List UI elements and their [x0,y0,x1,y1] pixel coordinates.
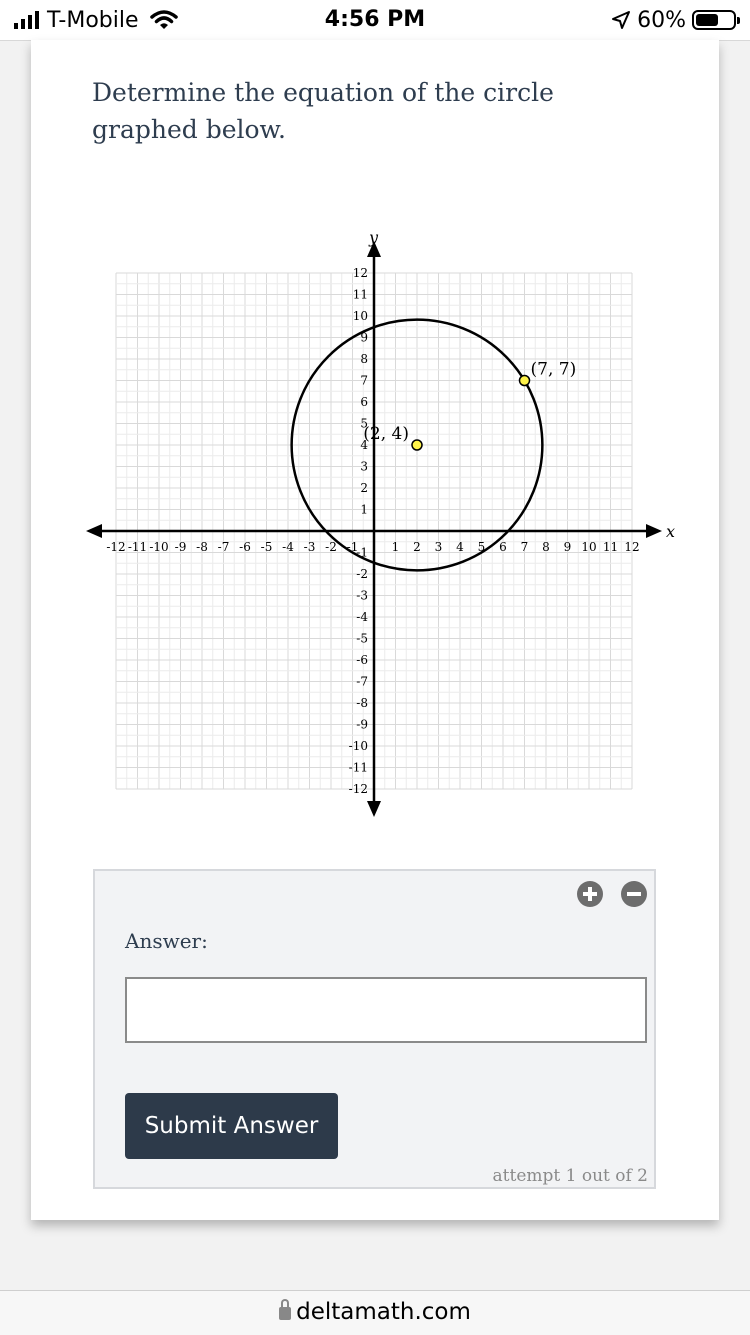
x-tick-label: 8 [542,540,550,554]
x-axis-label: x [666,522,676,541]
battery-level [696,14,718,26]
point-label: (7, 7) [530,359,577,380]
y-tick-label: 5 [360,416,368,431]
status-time: 4:56 PM [324,7,426,32]
battery-icon [692,10,736,30]
y-tick-label: 3 [360,459,368,474]
y-tick-label: -5 [356,631,368,646]
x-tick-label: 3 [434,540,443,554]
y-tick-label: -12 [348,782,368,796]
y-tick-label: -7 [356,674,368,689]
circle-graph [31,225,719,835]
location-arrow-icon [611,10,631,30]
x-tick-label: -11 [127,540,148,554]
url-display[interactable] [0,1299,750,1325]
x-tick-label: 7 [520,540,529,554]
x-tick-label: 2 [413,540,421,554]
x-tick-label: -9 [174,540,187,554]
question-card [31,40,719,1220]
battery-percent: 60% [637,7,686,33]
y-tick-label: -1 [356,545,368,560]
x-tick-label: -10 [149,540,169,554]
x-tick-label: -8 [196,540,208,554]
y-tick-label: 10 [352,309,368,323]
submit-answer-button[interactable]: Submit Answer [125,1093,338,1159]
y-tick-label: 6 [360,395,368,409]
url-text: deltamath.com [296,1299,471,1325]
x-tick-label: -5 [260,540,273,554]
x-tick-label: 12 [624,540,640,554]
y-tick-label: -10 [348,739,368,753]
y-tick-label: 4 [360,438,368,452]
minus-circle-icon[interactable] [621,881,647,907]
y-tick-label: 2 [360,481,368,495]
y-tick-label: -9 [356,717,368,732]
y-tick-label: 7 [360,373,368,388]
browser-address-bar[interactable] [0,1290,750,1335]
x-tick-label: 6 [499,540,507,554]
x-tick-label: -3 [303,540,316,554]
x-tick-label: 9 [563,540,572,554]
x-tick-label: -2 [325,540,337,554]
x-tick-label: 11 [602,540,619,554]
x-tick-label: -4 [282,540,294,554]
answer-input[interactable] [125,977,647,1043]
x-tick-label: -7 [217,540,230,554]
y-tick-label: 11 [352,287,368,302]
x-tick-label: 1 [391,540,400,554]
y-tick-label: 1 [360,502,368,517]
y-tick-label: -6 [356,653,368,667]
point-marker [412,440,422,450]
status-right [611,6,736,34]
x-axis-arrow-left [86,524,102,538]
x-tick-label: 5 [477,540,486,554]
lock-icon [279,1307,291,1320]
plus-circle-icon[interactable] [577,881,603,907]
attempt-counter: attempt 1 out of 2 [492,1166,648,1186]
y-tick-label: 9 [360,330,368,345]
y-tick-label: -2 [356,567,368,581]
y-tick-label: -11 [348,760,368,775]
y-axis-arrow-down [367,801,381,817]
point-marker [520,376,530,386]
x-tick-label: 10 [581,540,597,554]
answer-panel [93,869,656,1189]
y-tick-label: -3 [356,588,368,603]
y-axis-label: y [369,228,379,247]
x-tick-label: -12 [106,540,126,554]
y-tick-label: -8 [356,696,368,710]
y-tick-label: 8 [360,352,368,366]
question-text: Determine the equation of the circle graphed below. [92,78,554,144]
y-tick-label: -4 [356,610,368,624]
x-axis-arrow-right [646,524,662,538]
x-tick-label: 4 [456,540,464,554]
status-bar [0,0,750,41]
point-label: (2, 4) [363,424,409,444]
answer-label: Answer: [125,929,208,953]
x-tick-label: -1 [346,540,359,554]
y-tick-label: 12 [352,266,368,280]
carrier-name: T-Mobile [47,7,139,33]
x-tick-label: -6 [239,540,251,554]
